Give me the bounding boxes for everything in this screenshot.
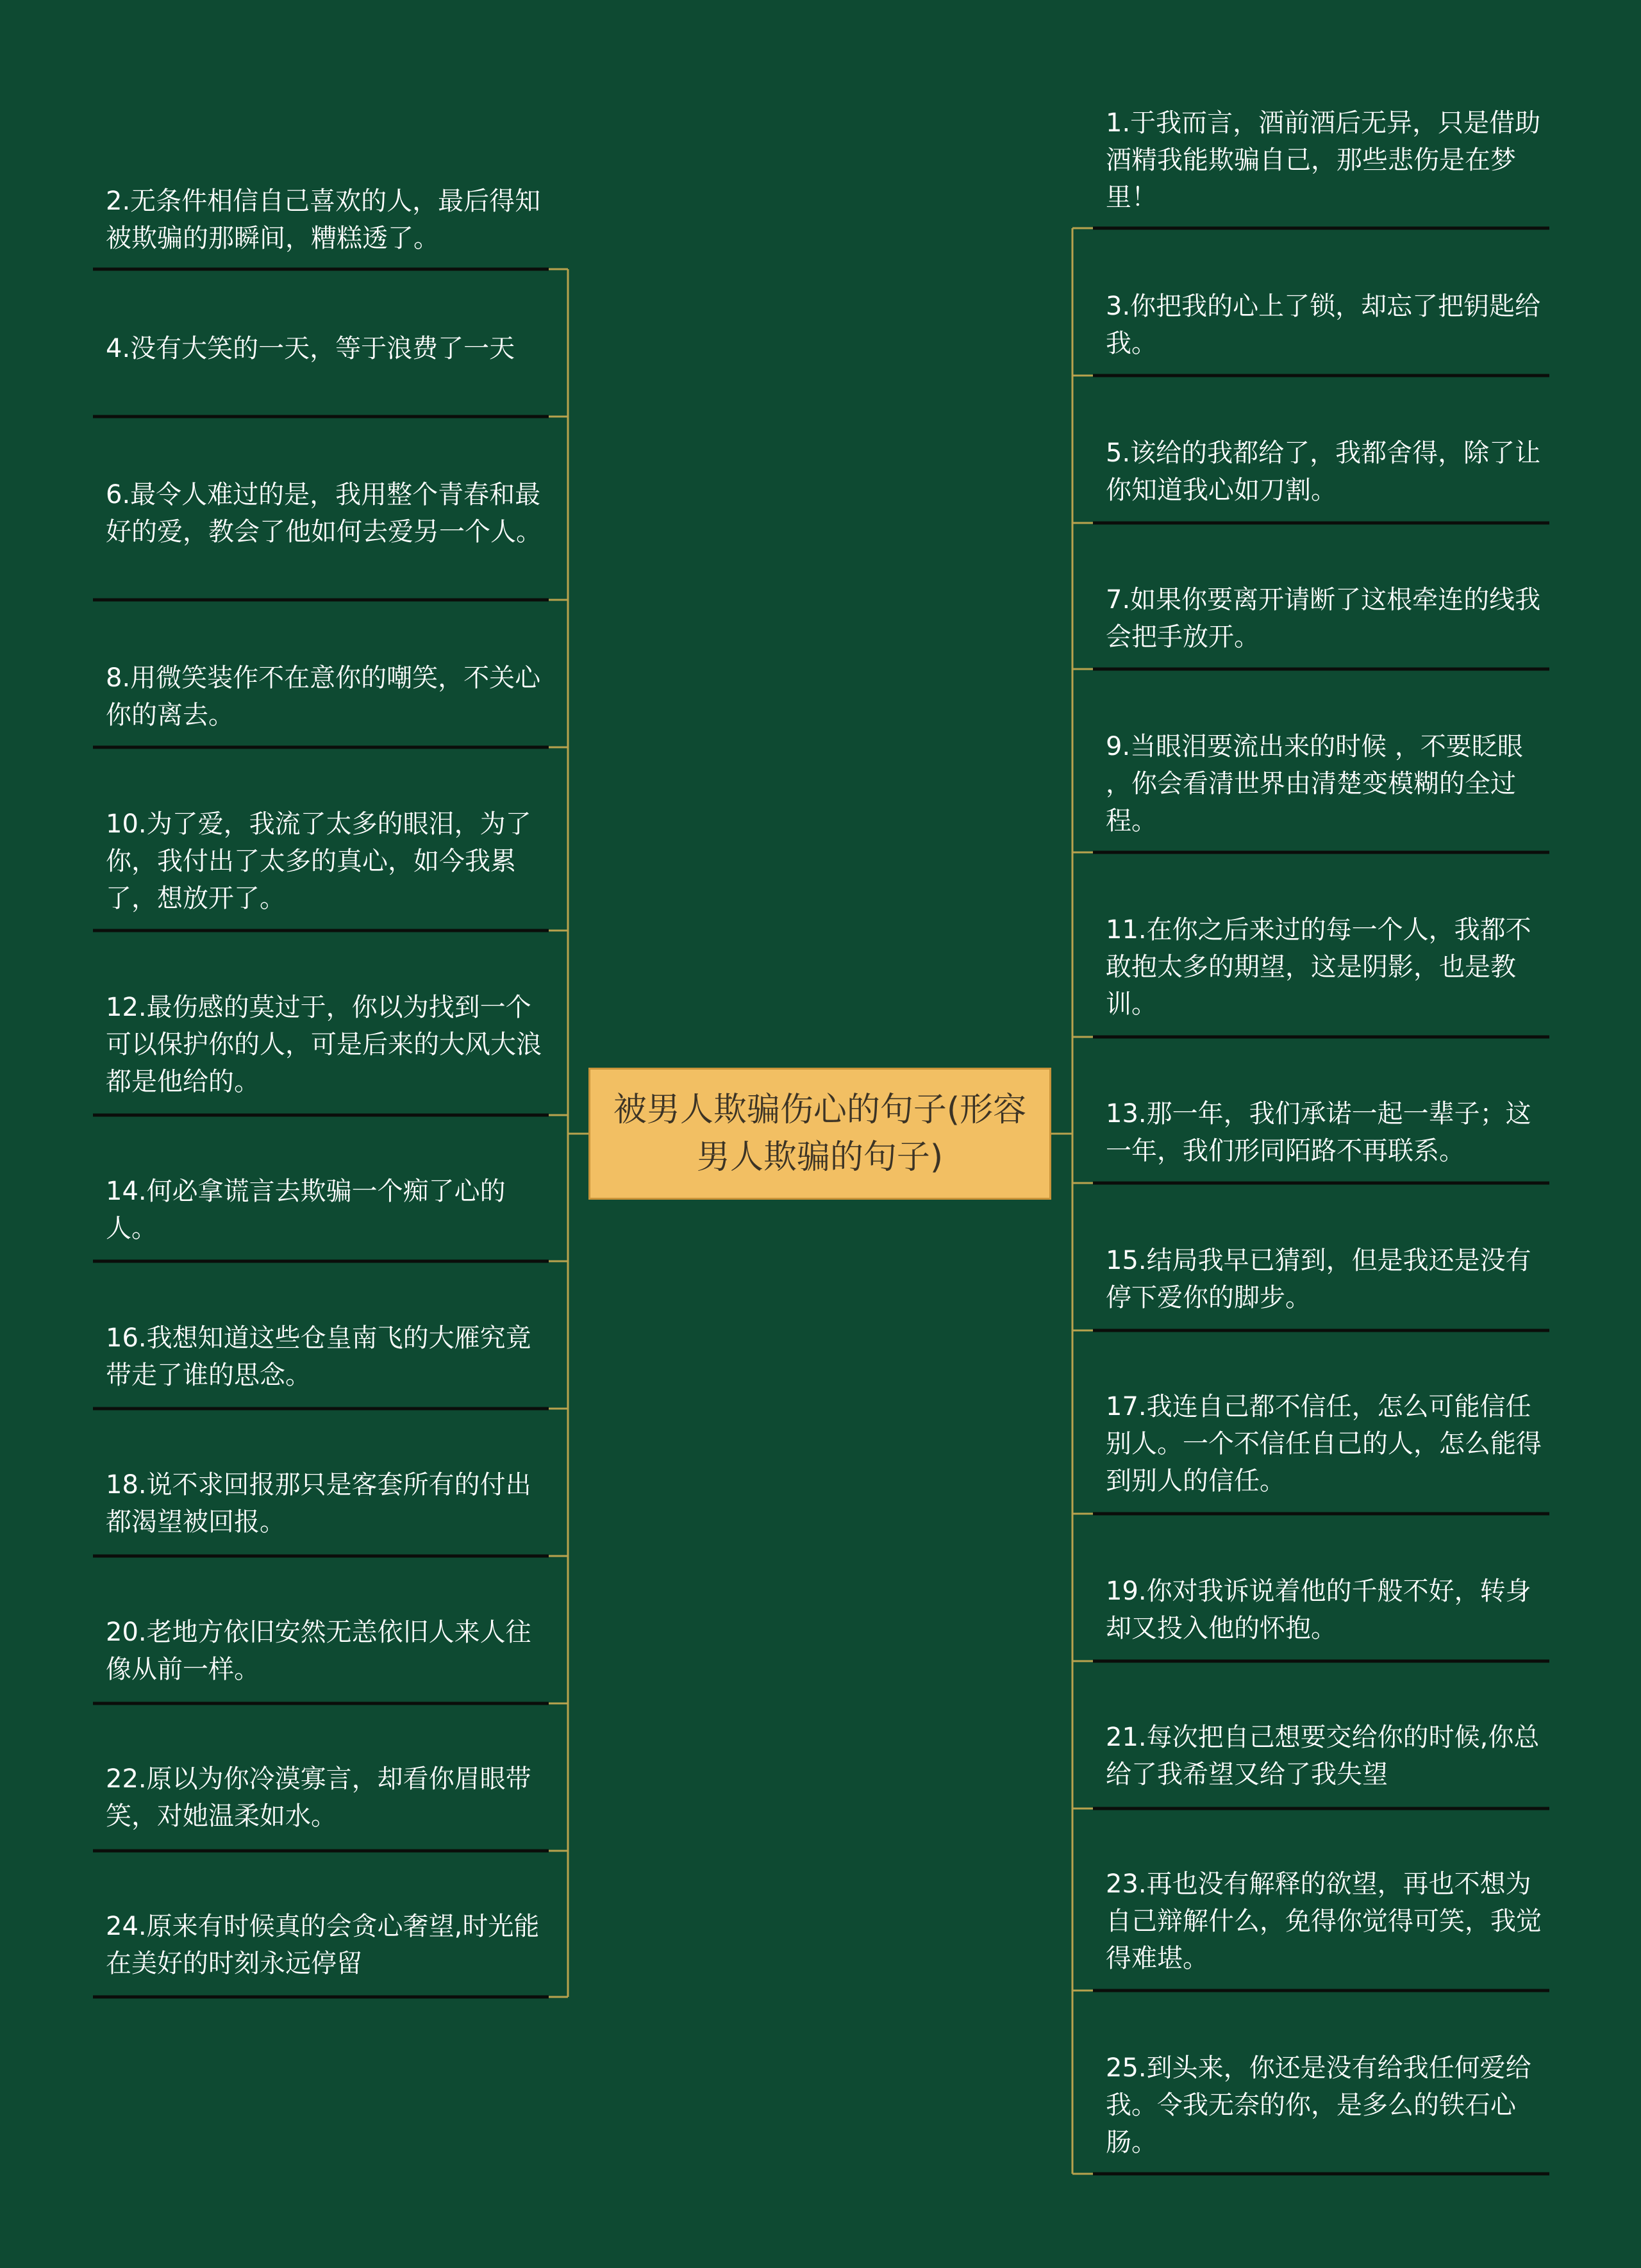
topic-text: 5.该给的我都给了，我都舍得，除了让你知道我心如刀割。 bbox=[1106, 438, 1541, 505]
right-topic-node[interactable] bbox=[1093, 581, 1549, 656]
topic-text: 14.何必拿谎言去欺骗一个痴了心的人。 bbox=[106, 1177, 506, 1243]
left-topic-node[interactable] bbox=[93, 183, 554, 257]
central-topic-label: 被男人欺骗伤心的句子(形容男人欺骗的句子) bbox=[613, 1091, 1027, 1177]
topic-text: 1.于我而言，酒前酒后无异，只是借助酒精我能欺骗自己，那些悲伤是在梦里！ bbox=[1106, 108, 1541, 212]
topic-text: 12.最伤感的莫过于，你以为找到一个可以保护你的人，可是后来的大风大浪都是他给的。 bbox=[106, 993, 542, 1097]
topic-text: 13.那一年，我们承诺一起一辈子；这一年，我们形同陌路不再联系。 bbox=[1106, 1099, 1531, 1166]
right-topic-node[interactable] bbox=[1093, 911, 1549, 1023]
topic-text: 17.我连自己都不信任，怎么可能信任别人。一个不信任自己的人，怎么能得到别人的信任。 bbox=[1106, 1392, 1542, 1496]
topic-text: 23.再也没有解释的欲望，再也不想为自己辩解什么，免得你觉得可笑，我觉得难堪。 bbox=[1106, 1869, 1542, 1973]
topic-text: 21.每次把自己想要交给你的时候,你总给了我希望又给了我失望 bbox=[1106, 1723, 1540, 1789]
right-topic-node[interactable] bbox=[1093, 1388, 1549, 1500]
left-topic-node[interactable] bbox=[93, 659, 554, 734]
topic-text: 19.你对我诉说着他的千般不好，转身却又投入他的怀抱。 bbox=[1106, 1577, 1531, 1643]
left-topic-node[interactable] bbox=[93, 1173, 554, 1247]
right-topic-node[interactable] bbox=[1093, 1095, 1549, 1170]
right-topic-node[interactable] bbox=[1093, 728, 1549, 840]
topic-text: 16.我想知道这些仓皇南飞的大雁究竟带走了谁的思念。 bbox=[106, 1323, 531, 1390]
left-topic-node[interactable] bbox=[93, 989, 554, 1100]
right-topic-node[interactable] bbox=[1093, 1719, 1549, 1793]
left-topic-node[interactable] bbox=[93, 330, 554, 367]
left-topic-node[interactable] bbox=[93, 1614, 554, 1688]
topic-text: 4.没有大笑的一天，等于浪费了一天 bbox=[106, 334, 515, 363]
right-topic-node[interactable] bbox=[1093, 1866, 1549, 1977]
left-topic-node[interactable] bbox=[93, 1760, 554, 1835]
left-topic-node[interactable] bbox=[93, 1908, 554, 1982]
central-topic[interactable] bbox=[588, 1068, 1051, 1200]
left-topic-node[interactable] bbox=[93, 1320, 554, 1394]
left-topic-node[interactable] bbox=[93, 1466, 554, 1541]
topic-text: 22.原以为你冷漠寡言，却看你眉眼带笑，对她温柔如水。 bbox=[106, 1764, 531, 1831]
topic-text: 24.原来有时候真的会贪心奢望,时光能在美好的时刻永远停留 bbox=[106, 1912, 540, 1978]
left-topic-node[interactable] bbox=[93, 476, 554, 550]
right-topic-node[interactable] bbox=[1093, 1573, 1549, 1647]
topic-text: 3.你把我的心上了锁，却忘了把钥匙给我。 bbox=[1106, 292, 1541, 358]
topic-text: 2.无条件相信自己喜欢的人，最后得知被欺骗的那瞬间，糟糕透了。 bbox=[106, 186, 541, 253]
left-topic-node[interactable] bbox=[93, 806, 554, 917]
topic-text: 18.说不求回报那只是客套所有的付出都渴望被回报。 bbox=[106, 1470, 531, 1537]
right-topic-node[interactable] bbox=[1093, 104, 1549, 216]
topic-text: 10.为了爱，我流了太多的眼泪，为了你，我付出了太多的真心，如今我累了，想放开了。 bbox=[106, 809, 531, 913]
right-topic-node[interactable] bbox=[1093, 288, 1549, 362]
topic-text: 7.如果你要离开请断了这根牵连的线我会把手放开。 bbox=[1106, 585, 1541, 652]
topic-text: 8.用微笑装作不在意你的嘲笑，不关心你的离去。 bbox=[106, 663, 541, 730]
topic-text: 20.老地方依旧安然无恙依旧人来人往像从前一样。 bbox=[106, 1618, 531, 1684]
topic-text: 6.最令人难过的是，我用整个青春和最好的爱，教会了他如何去爱另一个人。 bbox=[106, 480, 542, 547]
topic-text: 15.结局我早已猜到，但是我还是没有停下爱你的脚步。 bbox=[1106, 1246, 1531, 1312]
right-topic-node[interactable] bbox=[1093, 1242, 1549, 1316]
right-topic-node[interactable] bbox=[1093, 435, 1549, 509]
topic-text: 9.当眼泪要流出来的时候 ，不要眨眼 ，你会看清世界由清楚变模糊的全过程。 bbox=[1106, 732, 1523, 836]
right-topic-node[interactable] bbox=[1093, 2049, 1549, 2161]
topic-text: 11.在你之后来过的每一个人，我都不敢抱太多的期望，这是阴影，也是教训。 bbox=[1106, 915, 1531, 1019]
topic-text: 25.到头来，你还是没有给我任何爱给我。令我无奈的你，是多么的铁石心肠。 bbox=[1106, 2053, 1531, 2157]
